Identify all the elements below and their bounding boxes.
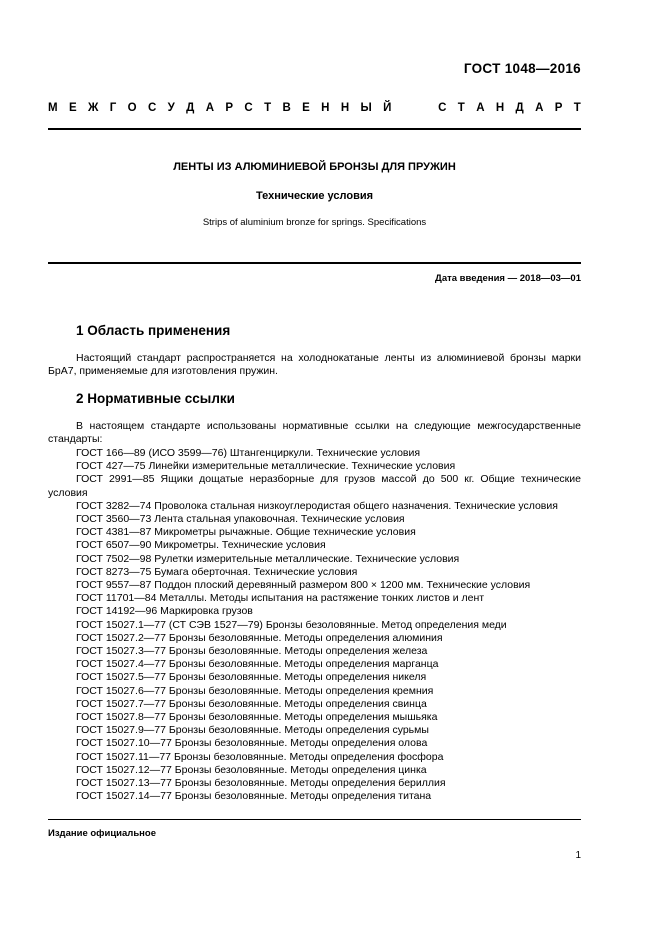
document-subtitle: Технические условия [255,190,374,202]
std-letter: Й [383,102,392,114]
std-letter: Д [186,102,195,114]
std-letter: А [535,102,544,114]
gost-number: ГОСТ 1048—2016 [463,61,581,76]
reference-item: ГОСТ 15027.8—77 Бронзы безоловянные. Методы определения мышьяка [76,711,438,724]
reference-item: ГОСТ 15027.13—77 Бронзы безоловянные. Методы определения бериллия [76,777,446,790]
standard-type-heading [48,102,581,114]
std-letter: М [48,102,58,114]
reference-item: ГОСТ 6507—90 Микрометры. Технические условия [76,539,326,552]
std-letter: Р [554,102,563,114]
reference-item: ГОСТ 15027.2—77 Бронзы безоловянные. Методы определения алюминия [76,631,443,644]
document-title: ЛЕНТЫ ИЗ АЛЮМИНИЕВОЙ БРОНЗЫ ДЛЯ ПРУЖИН [173,161,456,173]
std-letter: Р [225,102,234,114]
std-letter: Н [340,102,350,114]
reference-item: ГОСТ 15027.5—77 Бронзы безоловянные. Методы определения никеля [76,671,427,684]
footer-rule [48,819,581,820]
std-letter: Д [515,102,524,114]
page-number: 1 [575,850,581,861]
reference-item: ГОСТ 15027.9—77 Бронзы безоловянные. Методы определения сурьмы [76,724,429,737]
std-letter: С [244,102,253,114]
reference-item: ГОСТ 15027.6—77 Бронзы безоловянные. Методы определения кремния [76,684,434,697]
reference-item: ГОСТ 2991—85 Ящики дощатые неразборные для грузов массой до 500 кг. Общие технические условия [48,473,581,499]
std-letter: С [438,102,447,114]
introduction-date: Дата введения — 2018—03—01 [435,273,581,284]
reference-item: ГОСТ 15027.4—77 Бронзы безоловянные. Методы определения марганца [76,658,439,671]
reference-list [48,447,581,803]
reference-item: ГОСТ 15027.1—77 (СТ СЭВ 1527—79) Бронзы безоловянные. Метод определения меди [76,618,507,631]
title-rule [48,262,581,264]
std-letter: Т [457,102,465,114]
reference-item: ГОСТ 4381—87 Микрометры рычажные. Общие технические условия [76,526,416,539]
std-letter: Т [573,102,581,114]
reference-item: ГОСТ 15027.12—77 Бронзы безоловянные. Методы определения цинка [76,763,427,776]
std-letter: А [205,102,215,114]
std-letter: Ж [87,102,99,114]
reference-item: ГОСТ 14192—96 Маркировка грузов [76,605,253,618]
std-letter: В [282,102,291,114]
reference-item: ГОСТ 15027.7—77 Бронзы безоловянные. Методы определения свинца [76,697,427,710]
std-letter: С [147,102,157,114]
std-letter: О [127,102,137,114]
reference-item: ГОСТ 3560—73 Лента стальная упаковочная. Технические условия [76,513,405,526]
reference-item: ГОСТ 8273—75 Бумага оберточная. Технические условия [76,565,358,578]
section-1-heading: 1 Область применения [76,323,231,338]
section-1-text: Настоящий стандарт распространяется на холоднокатаные ленты из алюминиевой бронзы марки БрА7, применяемые для изготовления пружин. [48,352,581,378]
reference-item: ГОСТ 15027.3—77 Бронзы безоловянные. Методы определения железа [76,645,428,658]
std-letter: А [476,102,485,114]
std-letter: Н [321,102,330,114]
reference-item: ГОСТ 15027.11—77 Бронзы безоловянные. Методы определения фосфора [76,750,444,763]
std-letter: Т [264,102,272,114]
std-letter: У [167,102,175,114]
std-letter: Г [109,102,117,114]
std-letter: Е [68,102,77,114]
reference-item: ГОСТ 11701—84 Металлы. Методы испытания на растяжение тонких листов и лент [76,592,485,605]
english-title: Strips of aluminium bronze for springs. Specifications [202,217,427,228]
reference-item: ГОСТ 15027.14—77 Бронзы безоловянные. Методы определения титана [76,790,432,803]
reference-item: ГОСТ 7502—98 Рулетки измерительные металлические. Технические условия [76,552,460,565]
reference-item: ГОСТ 9557—87 Поддон плоский деревянный размером 800 × 1200 мм. Технические условия [76,579,531,592]
reference-item: ГОСТ 166—89 (ИСО 3599—76) Штангенциркули. Технические условия [76,447,421,459]
top-rule [48,128,581,130]
std-letter: Ы [360,102,372,114]
section-2-intro: В настоящем стандарте использованы нормативные ссылки на следующие межгосударственные стандарты: [48,420,581,446]
edition-label: Издание официальное [48,828,156,839]
std-letter: Н [495,102,505,114]
reference-item: ГОСТ 427—75 Линейки измерительные металлические. Технические условия [76,460,456,473]
reference-item: ГОСТ 15027.10—77 Бронзы безоловянные. Методы определения олова [76,737,428,750]
word-gap [403,102,427,114]
reference-item: ГОСТ 3282—74 Проволока стальная низкоуглеродистая общего назначения. Технические условия [76,499,558,512]
std-letter: Е [302,102,310,114]
section-2-heading: 2 Нормативные ссылки [76,391,235,406]
